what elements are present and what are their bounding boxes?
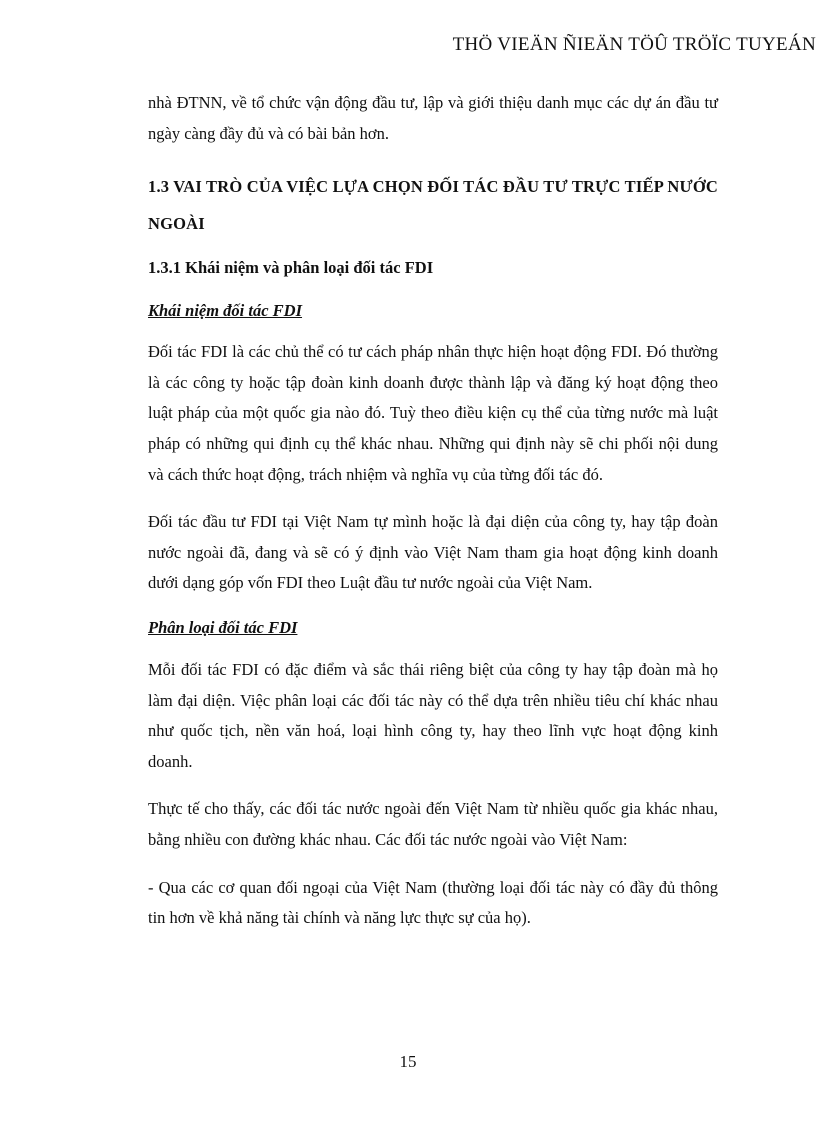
classify-heading: Phân loại đối tác FDI	[148, 617, 298, 637]
concept-paragraph-1: Đối tác FDI là các chủ thể có tư cách pháp nhân thực hiện hoạt động FDI. Đó thường là các công ty hoặc tập đoàn kinh doanh được thành lập và đăng ký hoạt động theo luật pháp của một quốc gia nào đó. Tuỳ theo điều kiện cụ thể của từng nước mà luật pháp có những qui định cụ thể khác nhau. Những qui định này sẽ chi phối nội dung và cách thức hoạt động, trách nhiệm và nghĩa vụ của từng đối tác đó.	[148, 342, 718, 484]
classify-paragraph-2: Thực tế cho thấy, các đối tác nước ngoài đến Việt Nam từ nhiều quốc gia khác nhau, bằng nhiều con đường khác nhau. Các đối tác nước ngoài vào Việt Nam:	[148, 799, 718, 849]
section-heading: 1.3 VAI TRÒ CỦA VIỆC LỰA CHỌN ĐỐI TÁC ĐẦU TƯ TRỰC TIẾP NƯỚC NGOÀI	[148, 177, 718, 234]
intro-paragraph: nhà ĐTNN, về tổ chức vận động đầu tư, lập và giới thiệu danh mục các dự án đầu tư ngày càng đầy đủ và có bài bản hơn.	[148, 93, 718, 143]
concept-paragraph-2: Đối tác đầu tư FDI tại Việt Nam tự mình hoặc là đại diện của công ty, hay tập đoàn nước ngoài đã, đang và sẽ có ý định vào Việt Nam tham gia hoạt động kinh doanh dưới dạng góp vốn FDI theo Luật đầu tư nước ngoài của Việt Nam.	[148, 512, 718, 593]
classify-paragraph-1: Mỗi đối tác FDI có đặc điểm và sắc thái riêng biệt của công ty hay tập đoàn mà họ làm đại diện. Việc phân loại các đối tác này có thể dựa trên nhiều tiêu chí khác nhau như quốc tịch, nền văn hoá, loại hình công ty, hay theo lĩnh vực hoạt động kinh doanh.	[148, 659, 718, 771]
list-item: - Qua các cơ quan đối ngoại của Việt Nam (thường loại đối tác này có đầy đủ thông tin hơn về khả năng tài chính và năng lực thực sự của họ).	[148, 877, 718, 928]
page-header: THÖ VIEÄN ÑIEÄN TÖÛ TRÖÏC TUYEÁN	[452, 34, 816, 55]
concept-heading: Khái niệm đối tác FDI	[148, 301, 303, 321]
page-body	[148, 88, 718, 934]
subsection-heading: 1.3.1 Khái niệm và phân loại đối tác FDI	[148, 258, 434, 278]
page-number: 15	[399, 1052, 417, 1071]
